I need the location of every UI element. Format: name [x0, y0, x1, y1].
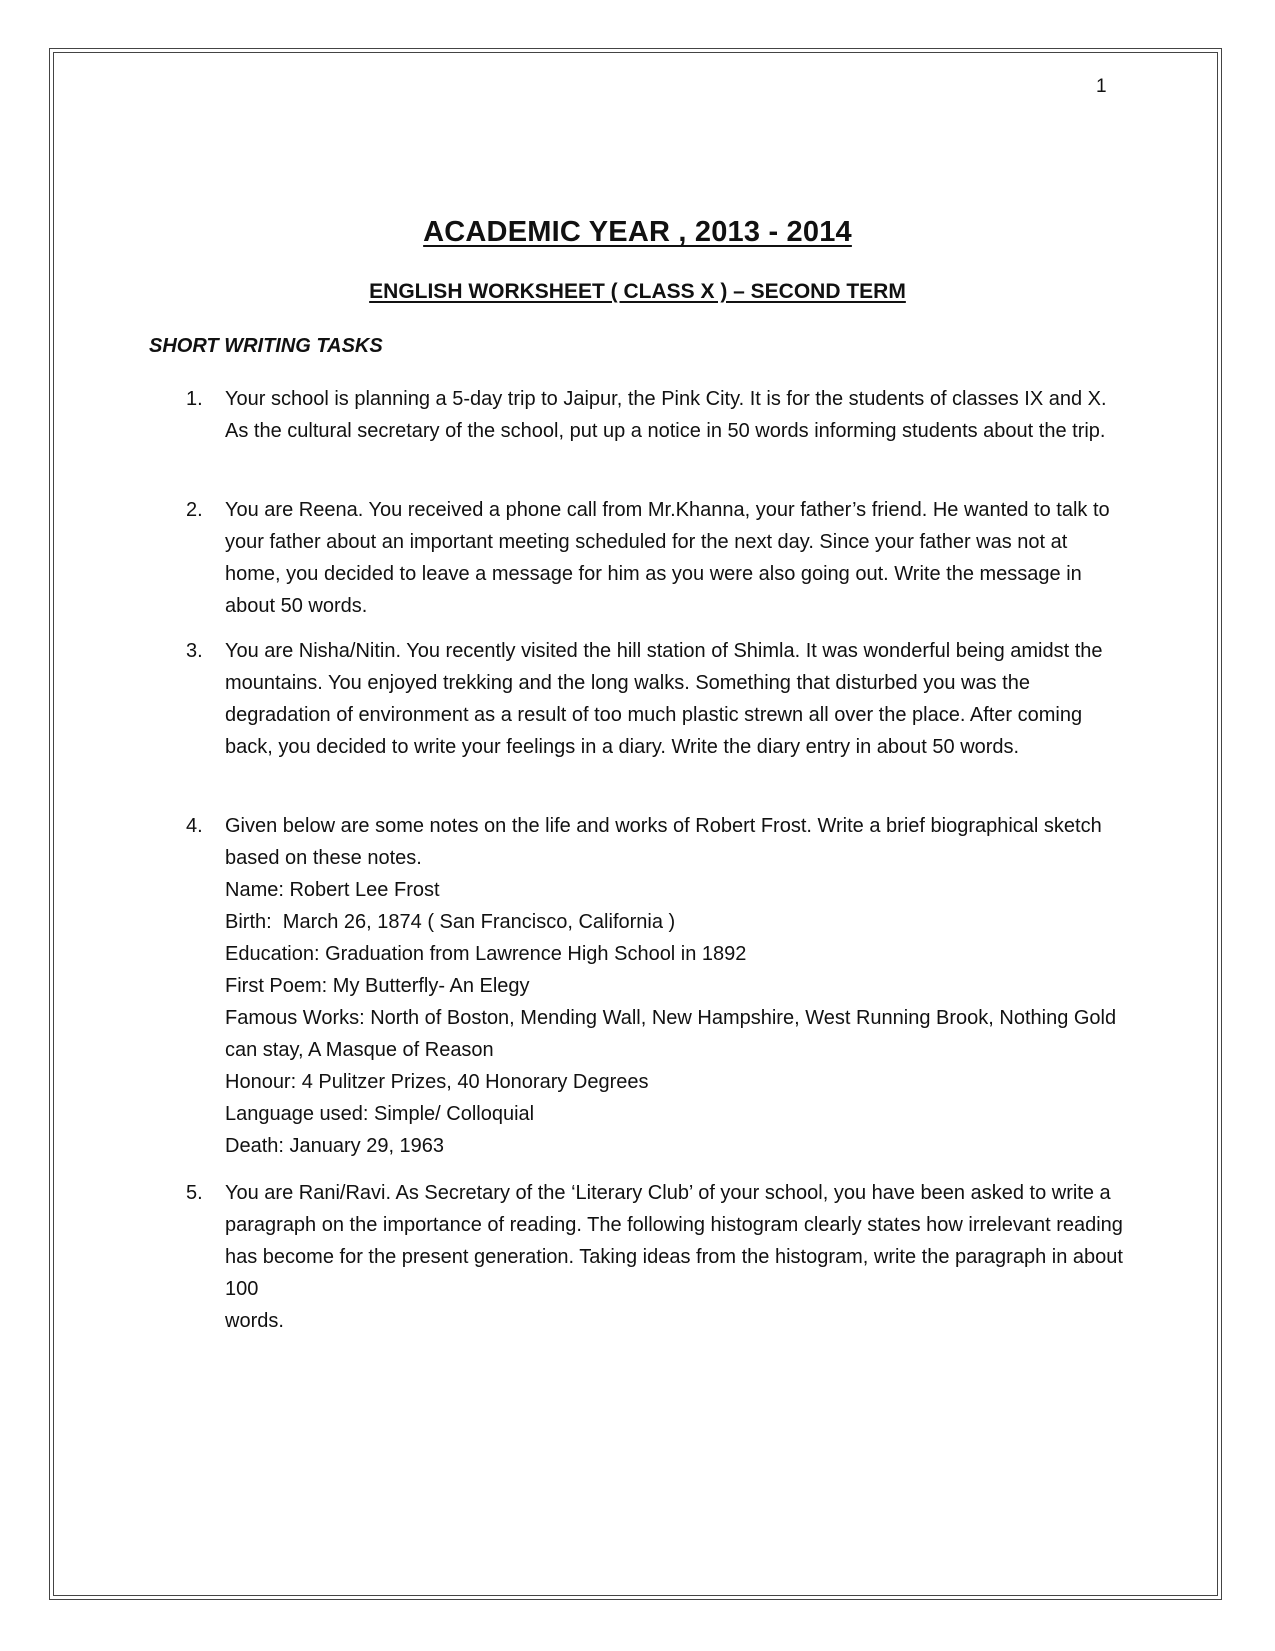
task-item-2 [186, 494, 1126, 622]
section-heading: SHORT WRITING TASKS [149, 335, 383, 357]
page-subtitle: ENGLISH WORKSHEET ( CLASS X ) – SECOND TERM [369, 280, 906, 303]
note-famous-works: Famous Works: North of Boston, Mending Wall, New Hampshire, West Running Brook, Nothing Gold can stay, A Masque of Reason [225, 1007, 1117, 1061]
page-number: 1 [1096, 76, 1107, 97]
task-number: 1. [186, 388, 203, 410]
note-first-poem: First Poem: My Butterfly- An Elegy [225, 975, 530, 997]
task-text-end: words. [225, 1310, 284, 1332]
task-number: 2. [186, 499, 203, 521]
note-honour: Honour: 4 Pulitzer Prizes, 40 Honorary Degrees [225, 1071, 649, 1093]
note-death: Death: January 29, 1963 [225, 1135, 445, 1157]
note-birth: Birth: March 26, 1874 ( San Francisco, California ) [225, 911, 676, 933]
task-intro: Given below are some notes on the life and works of Robert Frost. Write a brief biographical sketch based on these notes. [225, 815, 1102, 869]
note-name: Name: Robert Lee Frost [225, 879, 440, 901]
page-title: ACADEMIC YEAR , 2013 - 2014 [423, 216, 852, 248]
note-education: Education: Graduation from Lawrence High School in 1892 [225, 943, 747, 965]
task-text: You are Rani/Ravi. As Secretary of the ‘Literary Club’ of your school, you have been asked to write a paragraph on the importance of reading. The following histogram clearly states how irrelevant reading has become for the present generation. Taking ideas from the histogram, write the paragraph in about 100 [225, 1182, 1123, 1300]
note-language: Language used: Simple/ Colloquial [225, 1103, 535, 1125]
task-item-5 [186, 1177, 1126, 1337]
task-number: 5. [186, 1182, 203, 1204]
task-item-3 [186, 635, 1126, 763]
task-number: 4. [186, 815, 203, 837]
task-text: You are Reena. You received a phone call from Mr.Khanna, your father’s friend. He wanted to talk to your father about an important meeting scheduled for the next day. Since your father was not at home, you decided to leave a message for him as you were also going out. Write the message in about 50 words. [225, 499, 1110, 617]
task-text: You are Nisha/Nitin. You recently visited the hill station of Shimla. It was wonderful being amidst the mountains. You enjoyed trekking and the long walks. Something that disturbed you was the degradation of environment as a result of too much plastic strewn all over the place. After coming back, you decided to write your feelings in a diary. Write the diary entry in about 50 words. [225, 640, 1103, 758]
task-item-4 [186, 810, 1126, 1162]
task-number: 3. [186, 640, 203, 662]
task-text: Your school is planning a 5-day trip to Jaipur, the Pink City. It is for the students of classes IX and X. As the cultural secretary of the school, put up a notice in 50 words informing students about the trip. [225, 388, 1107, 442]
task-item-1 [186, 383, 1126, 447]
